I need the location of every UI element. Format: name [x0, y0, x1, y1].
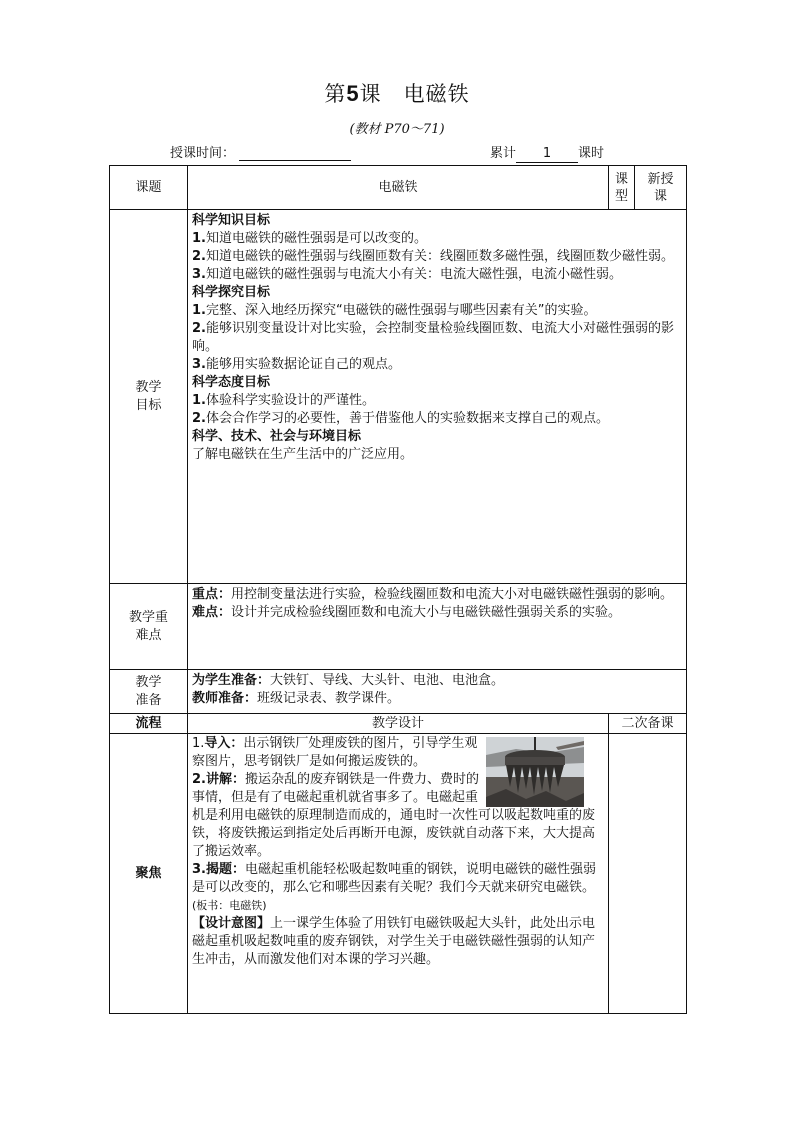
- focus-step-2: 2.讲解：搬运杂乱的废弃钢铁是一件费力、费时的事情，但是有了电磁起重机就省事多了。电磁起重机是利用电磁铁的原理制造而成的，通电时一次性可以吸起数吨重的废铁，将废铁搬运到指定处后再断开电源，废铁就自动落下来，大大提高了搬运效率。: [192, 772, 596, 859]
- focus-row: [110, 734, 687, 1014]
- second-prep-cell[interactable]: [609, 734, 687, 1014]
- goal-item: 1.体验科学实验设计的严谨性。: [192, 393, 375, 408]
- lesson-number: 5: [346, 81, 360, 106]
- board-note: (板书：电磁铁): [192, 899, 267, 912]
- total-periods: 累计 1 课时: [490, 146, 605, 161]
- focus-content: [188, 734, 609, 1014]
- focus-step-1: 1.导入：出示钢铁厂处理废铁的图片，引导学生观察图片，思考钢铁厂是如何搬运废铁的。: [192, 736, 478, 769]
- electromagnet-crane-icon: [486, 737, 584, 807]
- topic-row: [110, 166, 687, 210]
- prep-label: 教学准备: [110, 670, 188, 714]
- design-col-header: 教学设计: [188, 714, 609, 734]
- keypoints-content: [188, 584, 687, 670]
- type-label: 课型: [609, 166, 635, 210]
- keypoints-label: 教学重难点: [110, 584, 188, 670]
- goals-row: [110, 210, 687, 584]
- goal-item: 2.能够识别变量设计对比实验，会控制变量检验线圈匝数、电流大小对磁性强弱的影响。: [192, 321, 674, 354]
- focus-label: 聚焦: [110, 734, 188, 1014]
- goal-item: 2.体会合作学习的必要性，善于借鉴他人的实验数据来支撑自己的观点。: [192, 411, 609, 426]
- goal-item: 1.完整、深入地经历探究“电磁铁的磁性强弱与哪些因素有关”的实验。: [192, 303, 597, 318]
- goal-heading: 科学态度目标: [192, 375, 271, 390]
- total-count: 1: [516, 146, 578, 163]
- class-time-blank[interactable]: [239, 146, 351, 161]
- goal-item: 3.能够用实验数据论证自己的观点。: [192, 357, 401, 372]
- topic-value: 电磁铁: [188, 166, 609, 210]
- design-intent: 【设计意图】上一课学生体验了用铁钉电磁铁吸起大头针，此处出示电磁起重机吸起数吨重的废弃钢铁，对学生关于电磁铁磁性强弱的认知产生冲击，从而激发他们对本课的学习兴趣。: [192, 916, 596, 967]
- goals-content: [188, 210, 687, 584]
- topic-label: 课题: [110, 166, 188, 210]
- page-title: 第5课 电磁铁: [324, 81, 470, 106]
- goal-item: 了解电磁铁在生产生活中的广泛应用。: [192, 447, 414, 462]
- goal-heading: 科学探究目标: [192, 285, 271, 300]
- second-prep-col-header: 二次备课: [609, 714, 687, 734]
- flow-col-header: 流程: [110, 714, 188, 734]
- prep-content: [188, 670, 687, 714]
- type-value: 新授课: [635, 166, 687, 210]
- goal-item: 1.知道电磁铁的磁性强弱是可以改变的。: [192, 231, 427, 246]
- teacher-prep: 教师准备：班级记录表、教学课件。: [192, 691, 401, 706]
- goal-heading: 科学知识目标: [192, 213, 271, 228]
- goal-item: 3.知道电磁铁的磁性强弱与电流大小有关：电流大磁性强，电流小磁性弱。: [192, 267, 622, 282]
- goal-heading: 科学、技术、社会与环境目标: [192, 429, 362, 444]
- keypoints-row: [110, 584, 687, 670]
- key-point: 重点：用控制变量法进行实验，检验线圈匝数和电流大小对电磁铁磁性强弱的影响。: [192, 587, 674, 602]
- flow-header-row: [110, 714, 687, 734]
- class-time: 授课时间：: [170, 142, 351, 161]
- student-prep: 为学生准备：大铁钉、导线、大头针、电池、电池盒。: [192, 673, 505, 688]
- focus-step-3: 3.揭题：电磁起重机能轻松吸起数吨重的钢铁，说明电磁铁的磁性强弱是可以改变的，那么它和哪些因素有关呢？我们今天就来研究电磁铁。(板书：电磁铁): [192, 862, 597, 912]
- steel-mill-photo: [486, 737, 584, 807]
- goal-item: 2.知道电磁铁的磁性强弱与线圈匝数有关：线圈匝数多磁性强，线圈匝数少磁性弱。: [192, 249, 674, 264]
- prep-row: [110, 670, 687, 714]
- goals-label: 教学目标: [110, 210, 188, 584]
- lesson-topic: 电磁铁: [403, 82, 470, 106]
- lesson-plan-table: [109, 165, 687, 1014]
- textbook-pages: (教材 P70～71): [349, 122, 445, 137]
- difficult-point: 难点：设计并完成检验线圈匝数和电流大小与电磁铁磁性强弱关系的实验。: [192, 605, 622, 620]
